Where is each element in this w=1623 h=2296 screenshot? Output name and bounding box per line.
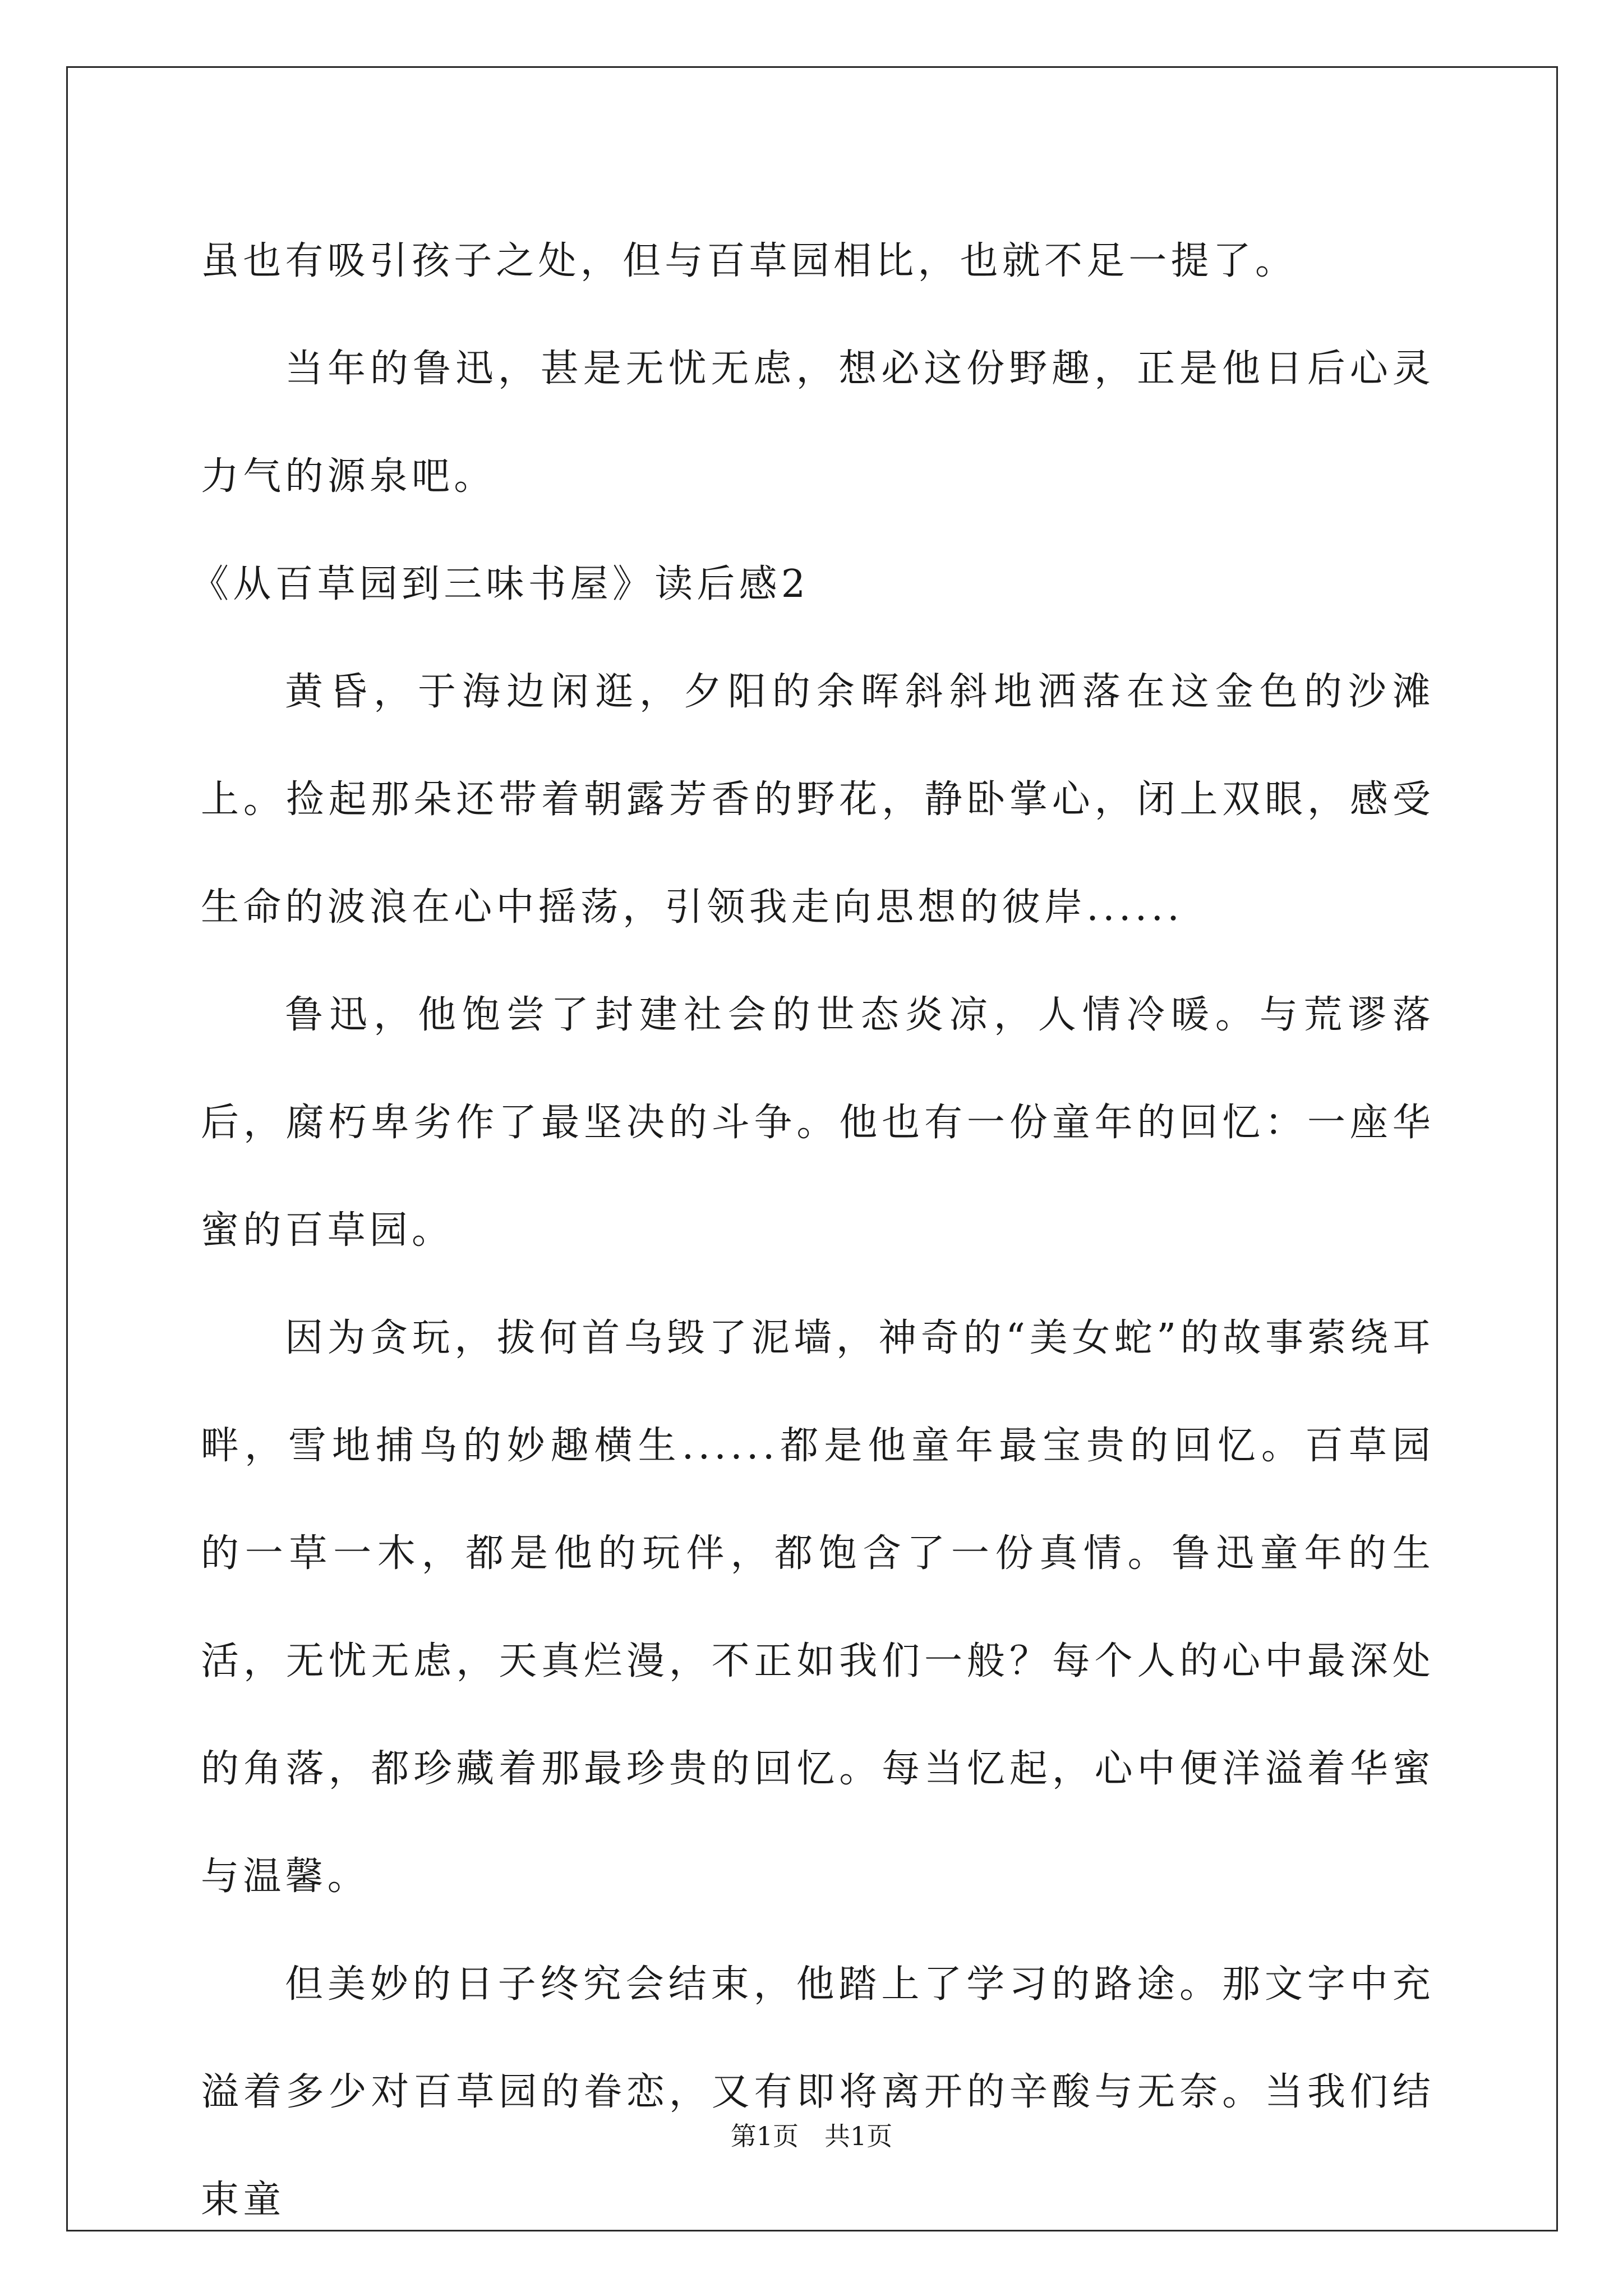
paragraph-3: 黄昏，于海边闲逛，夕阳的余晖斜斜地洒落在这金色的沙滩上。捡起那朵还带着朝露芳香的野花，静卧掌心，闭上双眼，感受生命的波浪在心中摇荡，引领我走向思想的彼岸......	[201, 670, 1435, 930]
paragraph-1: 虽也有吸引孩子之处，但与百草园相比，也就不足一提了。	[201, 239, 1298, 283]
paragraph-5: 因为贪玩，拔何首乌毁了泥墙，神奇的“美女蛇”的故事萦绕耳畔，雪地捕鸟的妙趣横生......都是他童年最宝贵的回忆。百草园的一草一木，都是他的玩伴，都饱含了一份真情。鲁迅童年的生活，无忧无虑，天真烂漫，不正如我们一般？每个人的心中最深处的角落，都珍藏着那最珍贵的回忆。每当忆起，心中便洋溢着华蜜与温馨。	[201, 1316, 1435, 1899]
paragraph-2: 当年的鲁迅，甚是无忧无虑，想必这份野趣，正是他日后心灵力气的源泉吧。	[201, 347, 1435, 499]
paragraph-6: 但美妙的日子终究会结束，他踏上了学习的路途。那文字中充溢着多少对百草园的眷恋，又有即将离开的辛酸与无奈。当我们结束童	[201, 1962, 1435, 2222]
page-total: 共1页	[824, 2121, 893, 2151]
document-body	[191, 208, 1435, 2254]
section-heading: 《从百草园到三味书屋》读后感2	[191, 562, 810, 606]
page-number: 第1页	[730, 2121, 799, 2151]
paragraph-4: 鲁迅，他饱尝了封建社会的世态炎凉，人情冷暖。与荒谬落后，腐朽卑劣作了最坚决的斗争。他也有一份童年的回忆：一座华蜜的百草园。	[201, 993, 1435, 1253]
page-footer	[0, 2119, 1623, 2153]
